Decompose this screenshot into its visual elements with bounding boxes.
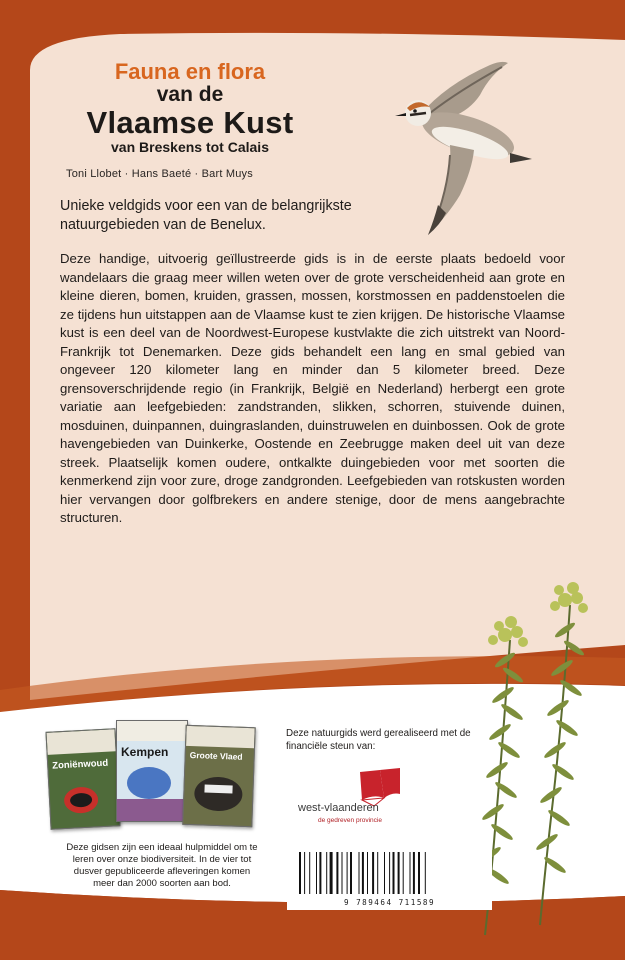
title-line-1: Fauna en flora: [114, 59, 266, 84]
barcode-bar: [299, 852, 301, 894]
barcode-bar: [309, 852, 310, 894]
title-line-2: van de: [156, 83, 224, 106]
barcode-bar: [410, 852, 411, 894]
sponsor-text: Deze natuurgids werd gerealiseerd met de financiële steun van:: [286, 728, 471, 752]
barcode-bar: [316, 852, 317, 894]
book-title-3: Groote Vlaed: [189, 749, 243, 762]
barcode-bar: [330, 852, 333, 894]
book-series-caption: Deze gidsen zijn een ideaal hulpmiddel om te leren over onze biodiversiteit. In de vier tot dusver gepubliceerde afleveringen komen meer dan 2000 soorten aan bod.: [66, 842, 258, 889]
logo-subtitle: de gedreven provincie: [318, 817, 382, 824]
barcode-bar: [350, 852, 352, 894]
barcode-bar: [384, 852, 385, 894]
barcode-bar: [398, 852, 400, 894]
barcode-bar: [336, 852, 338, 894]
isbn-barcode: [287, 848, 492, 910]
intro-text: Unieke veldgids voor een van de belangrijkste natuurgebieden van de Benelux.: [60, 198, 352, 233]
barcode-bar: [372, 852, 374, 894]
title-line-3: Vlaamse Kust: [86, 105, 294, 140]
barcode-bar: [319, 852, 321, 894]
book-series-covers: [48, 718, 258, 838]
barcode-bar: [359, 852, 360, 894]
description-text: Deze handige, uitvoerig geïllustreerde gids is in de eerste plaats bedoeld voor wandelaars die graag meer willen weten over de grote verscheidenheid aan grote en kleine dieren, bomen, kruiden, grassen, mossen, korstmossen en paddenstoelen die ze tijdens hun uitstappen aan de Vlaamse kust te zien krijgen. De historische Vlaamse kust is een deel van de Noordwest-Europese kustvlakte die zich uitstrekt van Noord-Frankrijk tot Denemarken. Deze gids behandelt een lang en smal gebied van ongeveer 120 kilometer lang en minder dan 5 kilometer breed. Deze grensoverschrijdende regio (in Frankrijk, België en Nederland) herbergt een grote variatie aan leefgebieden: zandstranden, slikken, schorren, stuivende duinen, mosduinen, duinpannen, duingraslanden, duinstruwelen en duinbossen. Ook de grote havengebieden van Duinkerke, Oostende en Zeebrugge maken deel uit van deze streek. Plaatselijk komen oudere, ontkalkte duingebieden voor met soorten die kenmerkend zijn voor zure, droge zandgronden. Leefgebieden van rotskusten worden hier vervangen door golfbrekers en andere stenige, door de mens aangebrachte structuren.: [60, 251, 565, 525]
book-cover-3: [182, 725, 255, 827]
isbn-number: 9 789464 711589: [343, 898, 436, 907]
barcode-bar: [403, 852, 404, 894]
barcode-bar: [389, 852, 390, 894]
logo-name: west-vlaanderen: [298, 802, 379, 814]
barcode-bar: [413, 852, 415, 894]
plover-bird-icon: [390, 55, 540, 240]
barcode-bar: [393, 852, 395, 894]
barcode-bar: [362, 852, 364, 894]
book-title: [60, 60, 320, 156]
book-title-2: Kempen: [121, 745, 169, 759]
barcode-bar: [304, 852, 305, 894]
barcode-bar: [367, 852, 368, 894]
book-cover-1: [45, 728, 120, 830]
barcode-bar: [347, 852, 348, 894]
barcode-bar: [425, 852, 426, 894]
book-cover-2: [116, 720, 188, 822]
book-title-1: Zoniënwoud: [51, 757, 109, 772]
barcode-bar: [326, 852, 327, 894]
barcode-bar: [377, 852, 378, 894]
subtitle: van Breskens tot Calais: [111, 139, 269, 155]
barcode-bar: [342, 852, 343, 894]
barcode-bars: [287, 848, 492, 896]
barcode-bar: [418, 852, 420, 894]
authors: Toni Llobet · Hans Baeté · Bart Muys: [66, 168, 253, 180]
